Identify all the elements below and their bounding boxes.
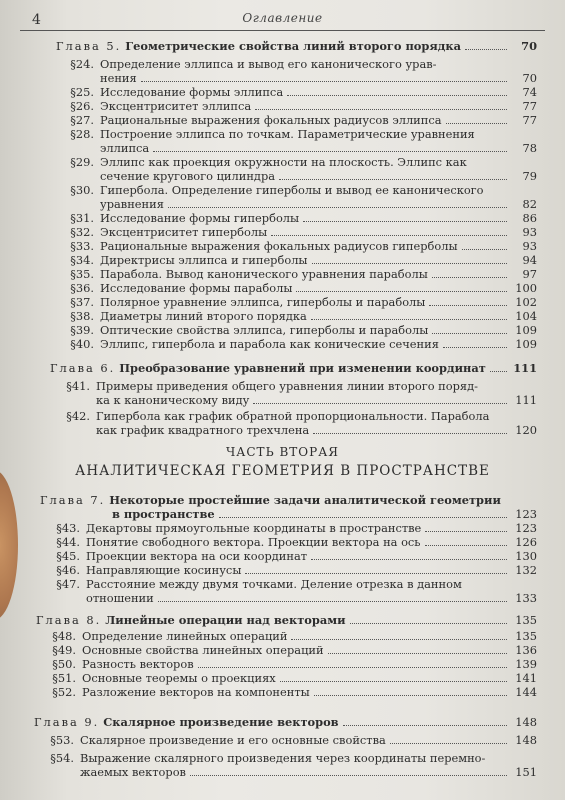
section-title-cont: отношении bbox=[86, 591, 154, 605]
leader-dots bbox=[296, 291, 507, 292]
section-title: Понятие свободного вектора. Проекции вектора на ось bbox=[86, 535, 421, 549]
toc-section-42-cont bbox=[96, 424, 537, 437]
leader-dots bbox=[287, 95, 507, 96]
page-ref: 135 bbox=[515, 613, 537, 627]
chapter-label: Глава 9. bbox=[34, 715, 100, 729]
page-ref: 148 bbox=[515, 733, 537, 747]
toc-section-44 bbox=[40, 536, 537, 549]
page-ref: 74 bbox=[522, 85, 537, 99]
section-title: Определение линейных операций bbox=[82, 629, 288, 643]
toc-chapter-8 bbox=[36, 614, 537, 627]
chapter-title: Скалярное произведение векторов bbox=[103, 715, 339, 729]
toc-section-27 bbox=[54, 114, 537, 127]
section-title: Полярное уравнение эллипса, гиперболы и параболы bbox=[100, 295, 426, 309]
leader-dots bbox=[168, 207, 507, 208]
section-title: Директрисы эллипса и гиперболы bbox=[100, 253, 308, 267]
section-title-cont: нения bbox=[100, 71, 137, 85]
section-title: Эллипс как проекция окружности на плоскость. Эллипс как bbox=[100, 155, 467, 169]
toc-section-42 bbox=[50, 410, 537, 423]
toc-section-34 bbox=[54, 254, 537, 267]
page-ref: 111 bbox=[515, 393, 537, 407]
toc-section-49 bbox=[36, 644, 537, 657]
section-number: §25. bbox=[70, 85, 94, 99]
leader-dots bbox=[158, 601, 507, 602]
leader-dots bbox=[432, 277, 507, 278]
toc-section-50 bbox=[36, 658, 537, 671]
section-title: Рациональные выражения фокальных радиусов эллипса bbox=[100, 113, 442, 127]
section-title: Скалярное произведение и его основные свойства bbox=[80, 733, 386, 747]
section-title: Оптические свойства эллипса, гиперболы и параболы bbox=[100, 323, 429, 337]
page-ref: 136 bbox=[515, 643, 537, 657]
leader-dots bbox=[245, 573, 507, 574]
section-number: §43. bbox=[56, 521, 80, 535]
section-title: Разложение векторов на компоненты bbox=[82, 685, 310, 699]
toc-section-39 bbox=[54, 324, 537, 337]
toc-section-41-cont bbox=[96, 394, 537, 407]
section-number: §40. bbox=[70, 337, 94, 351]
leader-dots bbox=[198, 667, 507, 668]
leader-dots bbox=[465, 49, 507, 50]
chapter-title: Геометрические свойства линий второго порядка bbox=[125, 39, 461, 53]
section-title: Исследование формы параболы bbox=[100, 281, 293, 295]
section-number: §48. bbox=[52, 629, 76, 643]
section-number: §39. bbox=[70, 323, 94, 337]
leader-dots bbox=[490, 371, 507, 372]
page-ref: 133 bbox=[515, 591, 537, 605]
section-number: §29. bbox=[70, 155, 94, 169]
toc-section-48 bbox=[36, 630, 537, 643]
page-ref: 93 bbox=[522, 225, 537, 239]
page-ref: 123 bbox=[515, 507, 537, 521]
toc-section-46 bbox=[40, 564, 537, 577]
chapter-title: Некоторые простейшие задачи аналитической геометрии bbox=[109, 493, 501, 507]
section-number: §44. bbox=[56, 535, 80, 549]
part-label: ЧАСТЬ ВТОРАЯ bbox=[226, 445, 339, 459]
toc-section-30 bbox=[54, 184, 537, 197]
toc-section-37 bbox=[54, 296, 537, 309]
leader-dots bbox=[303, 221, 507, 222]
section-number: §33. bbox=[70, 239, 94, 253]
chapter-label: Глава 8. bbox=[36, 613, 102, 627]
page-ref: 93 bbox=[522, 239, 537, 253]
section-title: Разность векторов bbox=[82, 657, 194, 671]
leader-dots bbox=[312, 263, 508, 264]
chapter-title: Линейные операции над векторами bbox=[105, 613, 346, 627]
leader-dots bbox=[425, 545, 507, 546]
toc-section-41 bbox=[50, 380, 537, 393]
page-ref: 144 bbox=[515, 685, 537, 699]
section-number: §24. bbox=[70, 57, 94, 71]
toc-section-28 bbox=[54, 128, 537, 141]
section-title: Эллипс, гипербола и парабола как конические сечения bbox=[100, 337, 439, 351]
section-title: Диаметры линий второго порядка bbox=[100, 309, 307, 323]
section-number: §54. bbox=[50, 751, 74, 765]
page-ref: 70 bbox=[521, 39, 537, 53]
leader-dots bbox=[311, 319, 507, 320]
leader-dots bbox=[271, 235, 507, 236]
toc-chapter-5 bbox=[56, 40, 537, 53]
leader-dots bbox=[279, 179, 507, 180]
section-title: Декартовы прямоугольные координаты в пространстве bbox=[86, 521, 422, 535]
section-title-cont: как график квадратного трехчлена bbox=[96, 423, 310, 437]
toc-section-28-cont bbox=[100, 142, 537, 155]
leader-dots bbox=[343, 725, 507, 726]
section-number: §31. bbox=[70, 211, 94, 225]
leader-dots bbox=[432, 333, 507, 334]
section-title-cont: жаемых векторов bbox=[80, 765, 186, 779]
section-number: §46. bbox=[56, 563, 80, 577]
page-ref: 109 bbox=[515, 337, 537, 351]
section-number: §49. bbox=[52, 643, 76, 657]
section-number: §50. bbox=[52, 657, 76, 671]
section-number: §36. bbox=[70, 281, 94, 295]
toc-section-51 bbox=[36, 672, 537, 685]
page-ref: 109 bbox=[515, 323, 537, 337]
page-ref: 79 bbox=[522, 169, 537, 183]
toc-section-35 bbox=[54, 268, 537, 281]
section-title: Эксцентриситет эллипса bbox=[100, 99, 252, 113]
leader-dots bbox=[190, 775, 507, 776]
chapter-label: Глава 6. bbox=[50, 361, 116, 375]
section-title-cont: сечение кругового цилиндра bbox=[100, 169, 276, 183]
page-ref: 82 bbox=[522, 197, 537, 211]
leader-dots bbox=[429, 305, 507, 306]
leader-dots bbox=[443, 347, 507, 348]
toc-section-45 bbox=[40, 550, 537, 563]
section-number: §38. bbox=[70, 309, 94, 323]
section-title-cont: эллипса bbox=[100, 141, 150, 155]
toc-section-24-cont bbox=[100, 72, 537, 85]
chapter-title: Преобразование уравнений при изменении координат bbox=[119, 361, 486, 375]
page-ref: 132 bbox=[515, 563, 537, 577]
section-title: Направляющие косинусы bbox=[86, 563, 242, 577]
section-number: §37. bbox=[70, 295, 94, 309]
toc-section-36 bbox=[54, 282, 537, 295]
page-ref: 102 bbox=[515, 295, 537, 309]
page-header bbox=[20, 10, 545, 31]
toc-chapter-9 bbox=[34, 716, 537, 729]
toc-section-25 bbox=[54, 86, 537, 99]
leader-dots bbox=[141, 81, 507, 82]
leader-dots bbox=[255, 109, 507, 110]
toc-section-31 bbox=[54, 212, 537, 225]
toc-section-40 bbox=[54, 338, 537, 351]
leader-dots bbox=[446, 123, 507, 124]
toc-section-33 bbox=[54, 240, 537, 253]
toc-section-53 bbox=[34, 734, 537, 747]
leader-dots bbox=[328, 653, 507, 654]
toc-section-26 bbox=[54, 100, 537, 113]
section-title: Выражение скалярного произведения через координаты перемно- bbox=[80, 751, 486, 765]
part-title: АНАЛИТИЧЕСКАЯ ГЕОМЕТРИЯ В ПРОСТРАНСТВЕ bbox=[75, 463, 490, 479]
leader-dots bbox=[253, 403, 507, 404]
page-ref: 97 bbox=[522, 267, 537, 281]
leader-dots bbox=[291, 639, 507, 640]
page-ref: 104 bbox=[515, 309, 537, 323]
section-title: Основные свойства линейных операций bbox=[82, 643, 324, 657]
toc-section-47 bbox=[40, 578, 537, 591]
leader-dots bbox=[313, 433, 507, 434]
section-title: Парабола. Вывод канонического уравнения параболы bbox=[100, 267, 428, 281]
leader-dots bbox=[219, 517, 507, 518]
leader-dots bbox=[280, 681, 507, 682]
page-ref: 86 bbox=[522, 211, 537, 225]
section-title: Расстояние между двумя точками. Деление отрезка в данном bbox=[86, 577, 462, 591]
section-title: Исследование формы эллипса bbox=[100, 85, 284, 99]
section-title-cont: уравнения bbox=[100, 197, 164, 211]
section-number: §45. bbox=[56, 549, 80, 563]
toc-section-54 bbox=[34, 752, 551, 765]
section-number: §28. bbox=[70, 127, 94, 141]
toc-section-30-cont bbox=[100, 198, 537, 211]
section-title: Построение эллипса по точкам. Параметрические уравнения bbox=[100, 127, 475, 141]
toc-chapter-7-cont bbox=[112, 508, 537, 521]
page-ref: 135 bbox=[515, 629, 537, 643]
section-number: §35. bbox=[70, 267, 94, 281]
toc-section-54-cont bbox=[80, 766, 537, 779]
section-title: Рациональные выражения фокальных радиусов гиперболы bbox=[100, 239, 458, 253]
leader-dots bbox=[462, 249, 507, 250]
section-title: Эксцентриситет гиперболы bbox=[100, 225, 268, 239]
section-title: Проекции вектора на оси координат bbox=[86, 549, 308, 563]
toc-section-29-cont bbox=[100, 170, 537, 183]
section-title: Основные теоремы о проекциях bbox=[82, 671, 276, 685]
toc-section-38 bbox=[54, 310, 537, 323]
chapter-label: Глава 5. bbox=[56, 39, 122, 53]
leader-dots bbox=[311, 559, 507, 560]
section-number: §32. bbox=[70, 225, 94, 239]
section-number: §51. bbox=[52, 671, 76, 685]
page-ref: 141 bbox=[515, 671, 537, 685]
page-ref: 123 bbox=[515, 521, 537, 535]
leader-dots bbox=[425, 531, 507, 532]
page-ref: 94 bbox=[522, 253, 537, 267]
page-ref: 70 bbox=[522, 71, 537, 85]
page-number: 4 bbox=[32, 12, 41, 28]
section-number: §26. bbox=[70, 99, 94, 113]
running-title: Оглавление bbox=[242, 11, 323, 25]
section-number: §53. bbox=[50, 733, 74, 747]
section-number: §27. bbox=[70, 113, 94, 127]
page-ref: 151 bbox=[515, 765, 537, 779]
section-title: Определение эллипса и вывод его канонического урав- bbox=[100, 57, 437, 71]
leader-dots bbox=[350, 623, 507, 624]
section-number: §30. bbox=[70, 183, 94, 197]
page-ref: 77 bbox=[522, 113, 537, 127]
section-title: Гипербола как график обратной пропорциональности. Парабола bbox=[96, 409, 490, 423]
thumb-shadow bbox=[0, 470, 18, 620]
toc-chapter-6 bbox=[50, 362, 537, 375]
section-number: §34. bbox=[70, 253, 94, 267]
toc-section-47-cont bbox=[86, 592, 537, 605]
page-ref: 78 bbox=[522, 141, 537, 155]
page-ref: 130 bbox=[515, 549, 537, 563]
section-title: Исследование формы гиперболы bbox=[100, 211, 300, 225]
chapter-label: Глава 7. bbox=[40, 493, 106, 507]
section-number: §42. bbox=[66, 409, 90, 423]
toc-chapter-7 bbox=[40, 494, 537, 507]
section-number: §47. bbox=[56, 577, 80, 591]
toc-section-24 bbox=[54, 58, 537, 71]
page-ref: 126 bbox=[515, 535, 537, 549]
section-title: Гипербола. Определение гиперболы и вывод ее канонического bbox=[100, 183, 484, 197]
page-ref: 148 bbox=[515, 715, 537, 729]
toc-section-43 bbox=[40, 522, 537, 535]
toc-section-32 bbox=[54, 226, 537, 239]
leader-dots bbox=[153, 151, 507, 152]
page-ref: 111 bbox=[513, 361, 537, 375]
toc-section-29 bbox=[54, 156, 537, 169]
leader-dots bbox=[390, 743, 507, 744]
chapter-title-cont: в пространстве bbox=[112, 507, 215, 521]
section-number: §41. bbox=[66, 379, 90, 393]
page-ref: 100 bbox=[515, 281, 537, 295]
page-ref: 120 bbox=[515, 423, 537, 437]
page-ref: 139 bbox=[515, 657, 537, 671]
section-number: §52. bbox=[52, 685, 76, 699]
page-ref: 77 bbox=[522, 99, 537, 113]
section-title-cont: ка к каноническому виду bbox=[96, 393, 250, 407]
section-title: Примеры приведения общего уравнения линии второго поряд- bbox=[96, 379, 478, 393]
toc-section-52 bbox=[36, 686, 537, 699]
leader-dots bbox=[314, 695, 507, 696]
